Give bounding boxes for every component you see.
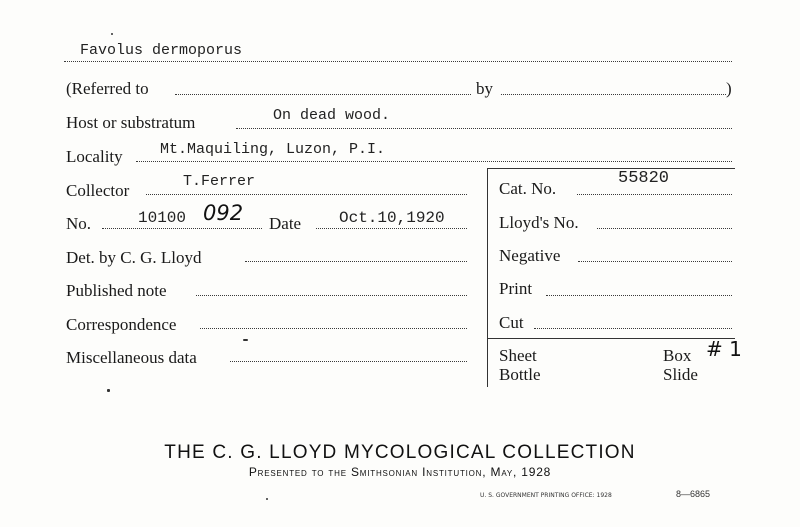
collector-label: Collector bbox=[66, 181, 130, 200]
species-name: Favolus dermoporus bbox=[80, 42, 243, 59]
number-value: 10100 bbox=[138, 209, 187, 227]
miscellaneous-data-label: Miscellaneous data bbox=[66, 348, 197, 367]
cat-no-line bbox=[577, 194, 732, 195]
right-box-divider bbox=[487, 338, 735, 339]
miscellaneous-data-line bbox=[230, 361, 467, 362]
cat-no-label: Cat. No. bbox=[499, 179, 557, 198]
bottle-label: Bottle bbox=[499, 365, 541, 384]
scan-speck bbox=[266, 498, 268, 500]
referred-to-label: (Referred to bbox=[66, 79, 149, 98]
collection-title: THE C. G. LLOYD MYCOLOGICAL COLLECTION bbox=[164, 442, 636, 463]
determined-by-line bbox=[245, 261, 467, 262]
species-dotted-line bbox=[64, 61, 732, 62]
host-line bbox=[236, 128, 732, 129]
negative-label: Negative bbox=[499, 246, 561, 265]
slide-label: Slide bbox=[663, 365, 698, 384]
by-label: by bbox=[476, 79, 493, 98]
number-label: No. bbox=[66, 214, 92, 233]
cat-no-value: 55820 bbox=[618, 169, 670, 188]
by-line bbox=[501, 94, 726, 95]
correspondence-label: Correspondence bbox=[66, 315, 177, 334]
lloyds-no-label: Lloyd's No. bbox=[499, 213, 579, 232]
host-label: Host or substratum bbox=[66, 113, 196, 132]
right-box-top-border bbox=[487, 168, 735, 169]
date-line bbox=[316, 228, 467, 229]
published-note-label: Published note bbox=[66, 281, 167, 300]
cut-line bbox=[534, 328, 732, 329]
scan-speck bbox=[107, 389, 110, 392]
lloyds-no-line bbox=[597, 228, 732, 229]
scan-speck bbox=[243, 339, 248, 341]
collector-line bbox=[146, 194, 467, 195]
sheet-label: Sheet bbox=[499, 346, 537, 365]
locality-value: Mt.Maquiling, Luzon, P.I. bbox=[160, 141, 386, 158]
cut-label: Cut bbox=[499, 313, 524, 332]
collection-subtitle: Presented to the Smithsonian Institution, May, 1928 bbox=[248, 465, 552, 479]
date-label: Date bbox=[269, 214, 302, 233]
number-line bbox=[102, 228, 262, 229]
right-box-left-border bbox=[487, 168, 488, 387]
box-value: # 1 bbox=[706, 337, 742, 361]
locality-line bbox=[136, 161, 732, 162]
number-handwritten: 092 bbox=[203, 201, 244, 225]
collector-value: T.Ferrer bbox=[183, 173, 256, 190]
locality-label: Locality bbox=[66, 147, 123, 166]
referred-to-line bbox=[175, 94, 471, 95]
box-label: Box bbox=[663, 346, 692, 365]
printing-office-imprint: U. S. GOVERNMENT PRINTING OFFICE: 1928 bbox=[480, 492, 612, 499]
negative-line bbox=[578, 261, 732, 262]
print-line bbox=[546, 295, 732, 296]
scan-speck bbox=[111, 33, 113, 35]
form-number: 8—6865 bbox=[676, 489, 711, 499]
determined-by-label: Det. by C. G. Lloyd bbox=[66, 248, 202, 267]
print-label: Print bbox=[499, 279, 533, 298]
correspondence-line bbox=[200, 328, 467, 329]
host-value: On dead wood. bbox=[273, 107, 391, 124]
published-note-line bbox=[196, 295, 467, 296]
date-value: Oct.10,1920 bbox=[339, 209, 445, 227]
close-paren: ) bbox=[726, 79, 732, 98]
